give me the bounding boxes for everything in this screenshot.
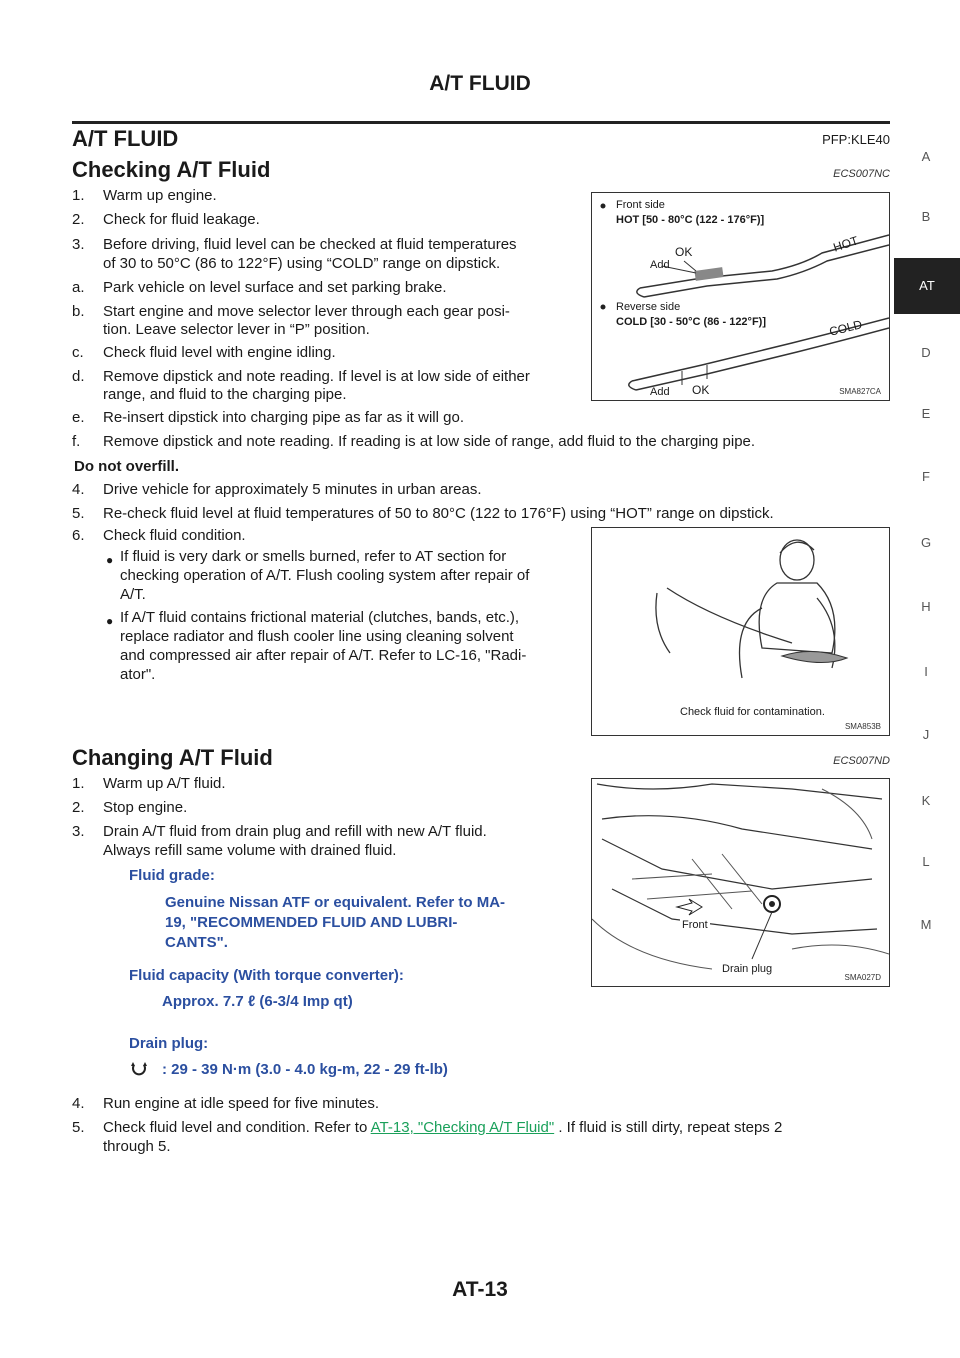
step-3-cont: of 30 to 50°C (86 to 122°F) using “COLD” range on dipstick. xyxy=(103,255,501,272)
fluid-grade-line-1: Genuine Nissan ATF or equivalent. Refer to MA- xyxy=(165,894,506,911)
tab-at[interactable]: AT xyxy=(894,258,960,314)
change-step-1: 1. Warm up A/T fluid. xyxy=(72,775,226,792)
step-6: 6. Check fluid condition. xyxy=(72,527,246,544)
fig1-hot-tag: HOT xyxy=(831,233,860,255)
step-b-cont: tion. Leave selector lever in “P” position. xyxy=(103,321,370,338)
tab-k[interactable]: K xyxy=(921,793,931,808)
step-3: 3. Before driving, fluid level can be checked at fluid temperatures xyxy=(72,236,517,253)
tab-m[interactable]: M xyxy=(920,917,932,932)
bullet-1-line-2: checking operation of A/T. Flush cooling system after repair of xyxy=(120,567,530,584)
figure-contamination xyxy=(591,527,890,736)
step-1: 1. Warm up engine. xyxy=(72,187,217,204)
fig1-reverse-label: Reverse side xyxy=(616,301,681,313)
fluid-grade-line-3: CANTS". xyxy=(165,934,228,951)
header-rule xyxy=(72,121,890,124)
bullet-2-line-4: ator". xyxy=(120,666,156,683)
fig3-code: SMA027D xyxy=(844,973,881,982)
bullet-icon: ● xyxy=(106,553,114,567)
bullet-1-line-1: If fluid is very dark or smells burned, refer to AT section for xyxy=(120,548,507,565)
change-step-5-cont: through 5. xyxy=(103,1138,171,1155)
subsection-title-checking: Checking A/T Fluid xyxy=(72,157,271,182)
checking-fluid-link[interactable]: AT-13, "Checking A/T Fluid" xyxy=(370,1119,555,1136)
fig1-ok-1: OK xyxy=(675,245,693,259)
bullet-2-line-2: replace radiator and flush cooler line using cleaning solvent xyxy=(120,628,514,645)
step-d: d. Remove dipstick and note reading. If level is at low side of either xyxy=(72,368,530,385)
fig1-front-label: Front side xyxy=(616,199,665,211)
tab-l[interactable]: L xyxy=(922,854,930,869)
fluid-capacity-label: Fluid capacity (With torque converter): xyxy=(129,967,404,984)
fig1-add-2: Add xyxy=(650,386,670,398)
warning-text: Do not overfill. xyxy=(74,458,179,475)
tab-f[interactable]: F xyxy=(922,469,930,484)
step-2: 2. Check for fluid leakage. xyxy=(72,211,260,228)
drain-plug-torque: : 29 - 39 N·m (3.0 - 4.0 kg-m, 22 - 29 ft-lb) xyxy=(162,1061,448,1078)
tab-e[interactable]: E xyxy=(921,406,931,421)
fig3-drain-label: Drain plug xyxy=(722,963,773,975)
subsection-title-changing: Changing A/T Fluid xyxy=(72,745,273,770)
fig1-ok-2: OK xyxy=(692,383,710,397)
step-f: f. Remove dipstick and note reading. If reading is at low side of range, add fluid to the charging pipe. xyxy=(72,433,756,450)
tab-a[interactable]: A xyxy=(921,149,931,164)
fig1-add-1: Add xyxy=(650,259,670,271)
step-5: 5. Re-check fluid level at fluid temperatures of 50 to 80°C (122 to 176°F) using “HOT” range on dipstick. xyxy=(72,505,774,522)
page-number: AT-13 xyxy=(452,1278,508,1301)
technician-illustration xyxy=(592,528,889,718)
change-step-3-cont: Always refill same volume with drained fluid. xyxy=(103,842,397,859)
tab-g[interactable]: G xyxy=(920,535,932,550)
page-header-title: A/T FLUID xyxy=(429,72,531,95)
bullet-1-line-3: A/T. xyxy=(120,586,146,603)
bullet-2-line-1: If A/T fluid contains frictional material (clutches, bands, etc.), xyxy=(120,609,520,626)
fig1-cold-label: COLD [30 - 50°C (86 - 122°F)] xyxy=(616,316,766,328)
bullet-icon: ● xyxy=(106,614,114,628)
bullet-2-line-3: and compressed air after repair of A/T. Refer to LC-16, "Radi- xyxy=(120,647,527,664)
fig1-hot-label: HOT [50 - 80°C (122 - 176°F)] xyxy=(616,214,765,226)
tab-h[interactable]: H xyxy=(921,599,931,614)
transmission-pan-illustration xyxy=(592,779,889,986)
pfp-code: PFP:KLE40 xyxy=(822,132,890,147)
step-c: c. Check fluid level with engine idling. xyxy=(72,344,336,361)
section-code-checking: ECS007NC xyxy=(833,168,890,180)
step-d-cont: range, and fluid to the charging pipe. xyxy=(103,386,347,403)
fig1-code: SMA827CA xyxy=(839,387,881,396)
step-b: b. Start engine and move selector lever through each gear posi- xyxy=(72,303,510,320)
fig3-front-label: Front xyxy=(682,919,708,931)
tab-i[interactable]: I xyxy=(924,664,928,679)
tab-b[interactable]: B xyxy=(921,209,931,224)
change-step-2: 2. Stop engine. xyxy=(72,799,188,816)
fluid-capacity-value: Approx. 7.7 ℓ (6-3/4 Imp qt) xyxy=(162,993,353,1010)
section-title: A/T FLUID xyxy=(72,126,179,151)
figure-dipstick xyxy=(591,192,890,401)
step-a: a. Park vehicle on level surface and set parking brake. xyxy=(72,279,447,296)
torque-wrench-icon xyxy=(130,1060,148,1083)
section-code-changing: ECS007ND xyxy=(833,755,890,767)
fluid-grade-line-2: 19, "RECOMMENDED FLUID AND LUBRI- xyxy=(165,914,458,931)
fig2-caption: Check fluid for contamination. xyxy=(680,706,825,718)
change-step-5: 5. Check fluid level and condition. Refer to AT-13, "Checking A/T Fluid" . If fluid is still dirty, repeat steps 2 xyxy=(72,1119,783,1136)
drain-plug-label: Drain plug: xyxy=(129,1035,209,1052)
step-4: 4. Drive vehicle for approximately 5 minutes in urban areas. xyxy=(72,481,482,498)
fluid-grade-label: Fluid grade: xyxy=(129,867,215,884)
tab-j[interactable]: J xyxy=(922,727,930,742)
fig1-cold-tag: COLD xyxy=(827,317,864,339)
change-step-4: 4. Run engine at idle speed for five minutes. xyxy=(72,1095,379,1112)
change-step-3: 3. Drain A/T fluid from drain plug and refill with new A/T fluid. xyxy=(72,823,487,840)
fig2-code: SMA853B xyxy=(844,722,881,731)
step-e: e. Re-insert dipstick into charging pipe as far as it will go. xyxy=(72,409,464,426)
tab-d[interactable]: D xyxy=(921,345,931,360)
figure-drain-plug xyxy=(591,778,890,987)
